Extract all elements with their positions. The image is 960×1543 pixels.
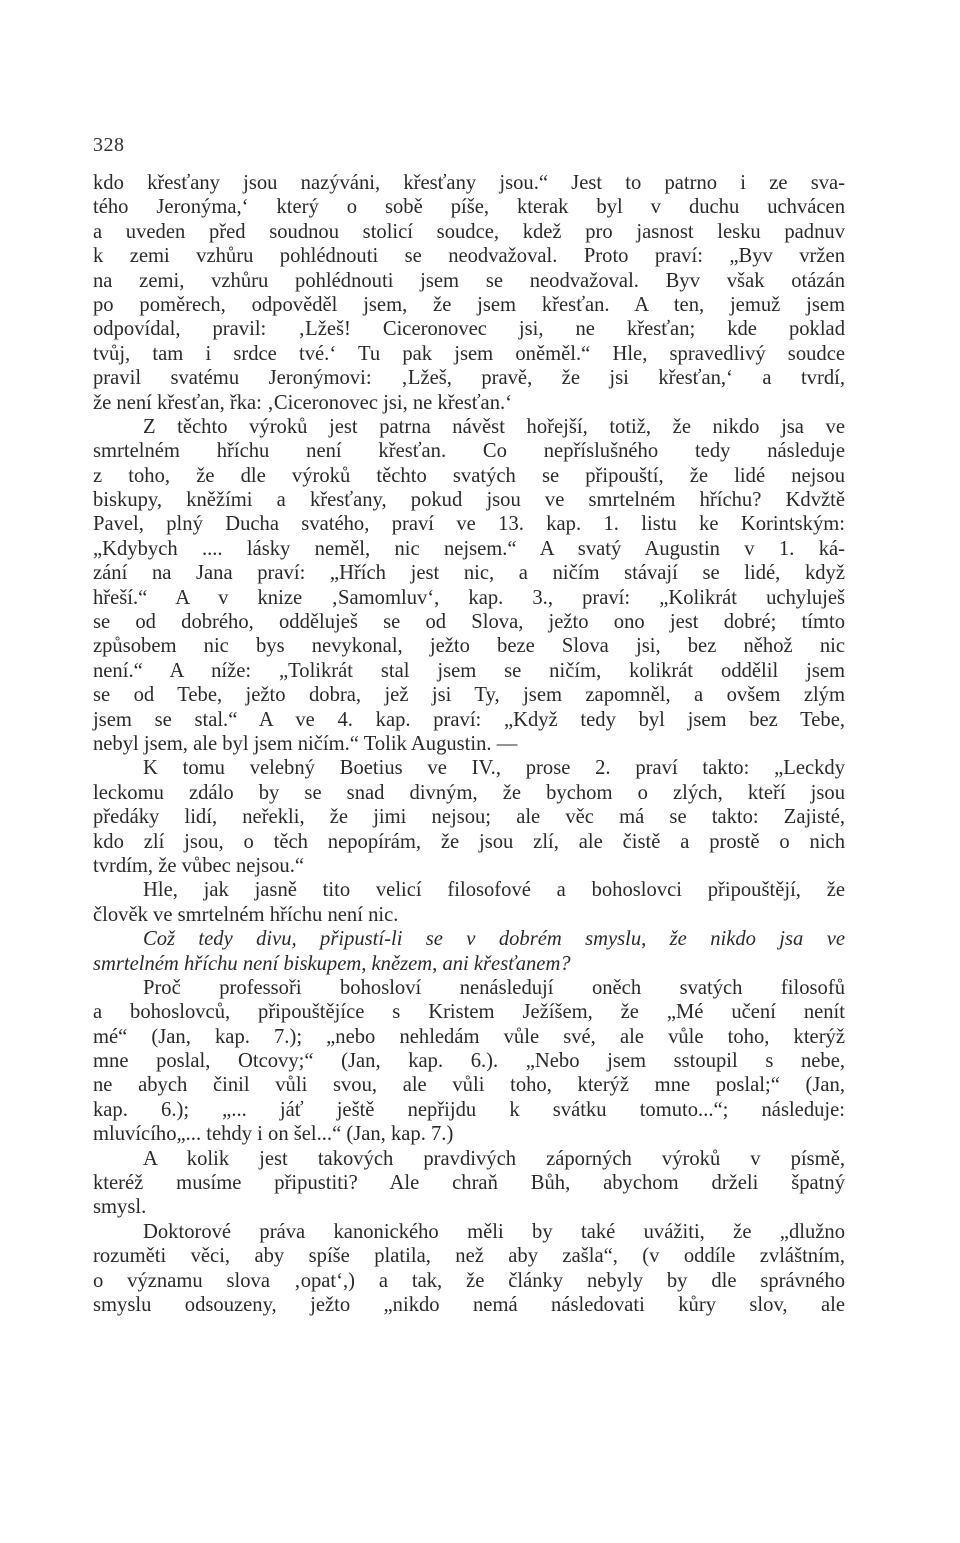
text-line: po poměrech, odpověděl jsem, že jsem křesťan. A ten, jemuž jsem <box>93 293 845 316</box>
text-line: a bohoslovců, připouštějíce s Kristem Ježíšem, že „Mé učení nenít <box>93 1001 845 1024</box>
text-line: A kolik jest takových pravdivých záporných výroků v písmě, <box>143 1147 845 1170</box>
text-line: kdo zlí jsou, o těch nepopírám, že jsou zlí, ale čistě a prostě o nich <box>93 830 845 853</box>
text-line: kteréž musíme připustiti? Ale chraň Bůh, abychom drželi špatný <box>93 1172 845 1195</box>
text-line: že není křesťan, řka: ‚Ciceronovec jsi, ne křesťan.‘ <box>93 391 513 414</box>
text-line: způsobem nic bys nevykonal, ježto beze Slova jsi, bez něhož nic <box>93 635 845 658</box>
text-line: Hle, jak jasně tito velicí filosofové a bohoslovci připouštějí, že <box>143 879 845 902</box>
text-line: Doktorové práva kanonického měli by také uvážiti, že „dlužno <box>143 1220 845 1243</box>
text-line: mluvícího„... tehdy i on šel...“ (Jan, kap. 7.) <box>93 1123 454 1146</box>
text-line: „Kdybych .... lásky neměl, nic nejsem.“ A svatý Augustin v 1. ká- <box>93 537 845 560</box>
text-line: smysl. <box>93 1196 147 1219</box>
page-number: 328 <box>93 134 125 156</box>
text-line: smyslu odsouzeny, ježto „nikdo nemá následovati kůry slov, ale <box>93 1293 845 1316</box>
text-line: a uveden před soudnou stolicí soudce, kdež pro jasnost lesku padnuv <box>93 220 845 243</box>
text-line: z toho, že dle výroků těchto svatých se připouští, že lidé nejsou <box>93 464 845 487</box>
text-line: tvůj, tam i srdce tvé.‘ Tu pak jsem oněměl.“ Hle, spravedlivý soudce <box>93 342 845 365</box>
text-line: smrtelném hříchu není křesťan. Co nepříslušného tedy následuje <box>93 440 845 463</box>
text-line: biskupy, kněžími a křesťany, pokud jsou ve smrtelném hříchu? Kdvžtě <box>93 489 845 512</box>
text-line: leckomu zdálo by se snad divným, že bychom o zlých, kteří jsou <box>93 781 845 804</box>
text-line: smrtelném hříchu není biskupem, knězem, ani křesťanem? <box>93 952 571 975</box>
text-line: se od Tebe, ježto dobra, jež jsi Ty, jsem zapomněl, a ovšem zlým <box>93 684 845 707</box>
text-line: Což tedy divu, připustí-li se v dobrém smyslu, že nikdo jsa ve <box>143 928 845 951</box>
text-line: na zemi, vzhůru pohlédnouti jsem se neodvažoval. Byv však otázán <box>93 269 845 292</box>
text-line: o významu slova ‚opat‘,) a tak, že články nebyly by dle správného <box>93 1269 845 1292</box>
text-line: kap. 6.); „... jáť ještě nepřijdu k svátku tomuto...“; následuje: <box>93 1098 845 1121</box>
text-line: K tomu velebný Boetius ve IV., prose 2. praví takto: „Leckdy <box>143 757 845 780</box>
text-line: tého Jeronýma,‘ který o sobě píše, kterak byl v duchu uchvácen <box>93 196 845 219</box>
text-line: člověk ve smrtelném hříchu není nic. <box>93 903 399 926</box>
text-line: není.“ A níže: „Tolikrát stal jsem se ničím, kolikrát oddělil jsem <box>93 659 845 682</box>
text-line: zání na Jana praví: „Hřích jest nic, a ničím stávají se lidé, když <box>93 562 845 585</box>
text-line: nebyl jsem, ale byl jsem ničím.“ Tolik Augustin. — <box>93 732 518 755</box>
body-text <box>93 171 845 1317</box>
text-line: rozuměti věci, aby spíše platila, než aby zašla“, (v oddíle zvláštním, <box>93 1245 845 1268</box>
text-line: mne poslal, Otcovy;“ (Jan, kap. 6.). „Nebo jsem sstoupil s nebe, <box>93 1050 845 1073</box>
text-line: tvrdím, že vůbec nejsou.“ <box>93 854 305 877</box>
text-line: mé“ (Jan, kap. 7.); „nebo nehledám vůle své, ale vůle toho, kterýž <box>93 1025 845 1048</box>
text-line: Z těchto výroků jest patrna návěst hořejší, totiž, že nikdo jsa ve <box>143 415 845 438</box>
text-line: k zemi vzhůru pohlédnouti se neodvažoval. Proto praví: „Byv vržen <box>93 245 845 268</box>
text-line: hřeší.“ A v knize ‚Samomluv‘, kap. 3., praví: „Kolikrát uchyluješ <box>93 586 845 609</box>
text-line: se od dobrého, odděluješ se od Slova, ježto ono jest dobré; tímto <box>93 611 845 634</box>
text-line: Proč professoři bohosloví nenásledují oněch svatých filosofů <box>143 976 845 999</box>
text-line: kdo křesťany jsou nazýváni, křesťany jsou.“ Jest to patrno i ze sva- <box>93 172 845 194</box>
text-line: Pavel, plný Ducha svatého, praví ve 13. kap. 1. listu ke Korintským: <box>93 513 845 536</box>
text-line: odpovídal, pravil: ‚Lžeš! Ciceronovec jsi, ne křesťan; kde poklad <box>93 318 845 341</box>
text-line: ne abych činil vůli svou, ale vůli toho, kterýž mne poslal;“ (Jan, <box>93 1074 845 1097</box>
text-line: pravil svatému Jeronýmovi: ‚Lžeš, pravě, že jsi křesťan,‘ a tvrdí, <box>93 367 845 390</box>
text-line: předáky lidí, neřekli, že jimi nejsou; ale věc má se takto: Zajisté, <box>93 806 845 829</box>
text-line: jsem se stal.“ A ve 4. kap. praví: „Když tedy byl jsem bez Tebe, <box>93 708 845 731</box>
